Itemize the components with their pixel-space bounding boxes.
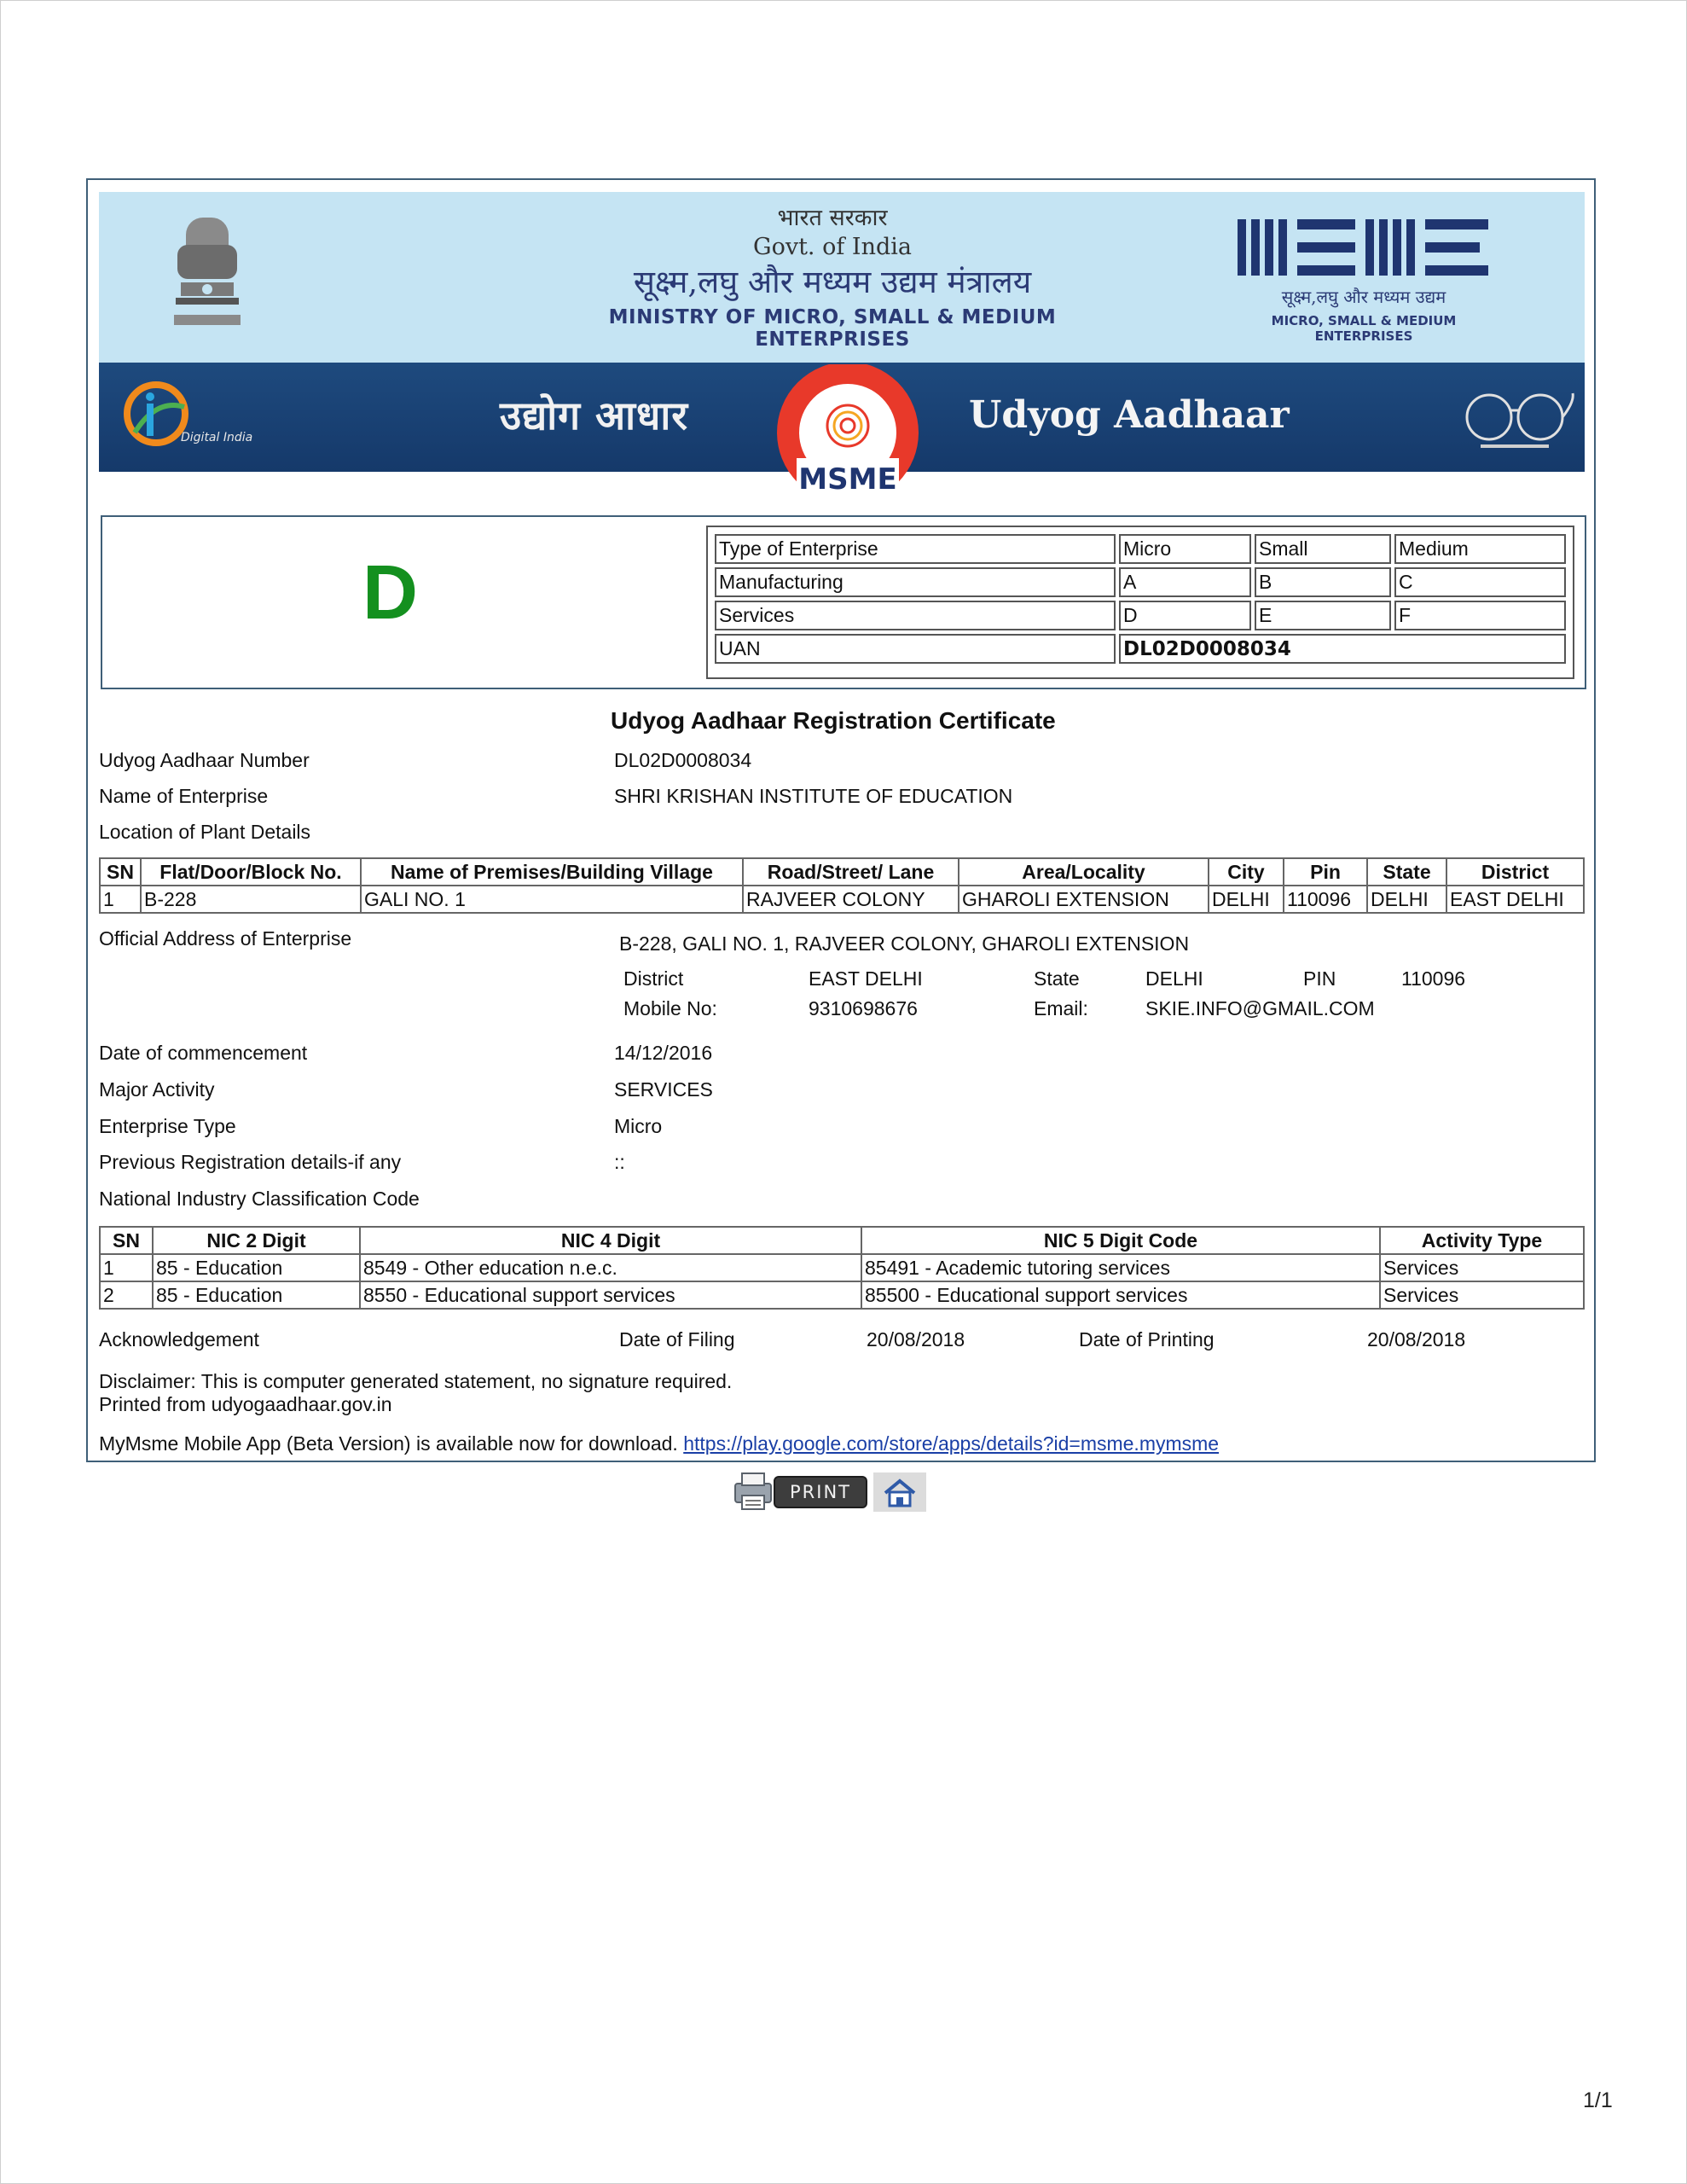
printing-date-label: Date of Printing xyxy=(1079,1328,1215,1350)
msme-english-text: MICRO, SMALL & MEDIUM ENTERPRISES xyxy=(1271,313,1457,344)
nic-code-label: National Industry Classification Code xyxy=(99,1188,420,1210)
swachh-bharat-icon xyxy=(1455,385,1574,453)
type-cell: E xyxy=(1255,601,1391,630)
plant-header-cell: Pin xyxy=(1284,858,1367,886)
nic-header-cell: Activity Type xyxy=(1380,1227,1584,1254)
nic-cell: 8549 - Other education n.e.c. xyxy=(360,1254,861,1281)
table-row xyxy=(100,1254,1584,1281)
nic-cell: 85 - Education xyxy=(153,1281,360,1309)
disclaimer-text: Disclaimer: This is computer generated statement, no signature required. xyxy=(99,1370,733,1392)
district-value: EAST DELHI xyxy=(809,967,923,990)
email-label: Email: xyxy=(1034,997,1088,1019)
udyog-english-title: Udyog Aadhaar xyxy=(969,393,1290,437)
printing-date-value: 20/08/2018 xyxy=(1367,1328,1466,1350)
national-emblem-icon xyxy=(160,211,254,347)
digital-india-text: Digital India xyxy=(181,431,253,444)
commencement-label: Date of commencement xyxy=(99,1042,308,1064)
print-button-label: PRINT xyxy=(790,1482,851,1502)
nic-header-cell: NIC 2 Digit xyxy=(153,1227,360,1254)
aadhaar-number-value: DL02D0008034 xyxy=(614,749,752,771)
uan-value: DL02D0008034 xyxy=(1119,634,1566,664)
seal-msme-text: MSME xyxy=(798,462,897,492)
header-banner xyxy=(99,363,1585,492)
enterprise-type-table xyxy=(711,531,1569,667)
type-header-cell: Type of Enterprise xyxy=(715,534,1116,564)
type-cell: Manufacturing xyxy=(715,567,1116,597)
plant-header-cell: Flat/Door/Block No. xyxy=(141,858,361,886)
plant-header-cell: Area/Locality xyxy=(959,858,1209,886)
plant-cell: EAST DELHI xyxy=(1446,886,1584,913)
nic-header-cell: NIC 5 Digit Code xyxy=(861,1227,1380,1254)
type-cell: B xyxy=(1255,567,1391,597)
type-table-row xyxy=(715,567,1566,597)
plant-table-header-row xyxy=(100,858,1584,886)
certificate-frame xyxy=(86,178,1596,1462)
filing-date-value: 20/08/2018 xyxy=(867,1328,965,1350)
official-address-line: B-228, GALI NO. 1, RAJVEER COLONY, GHAROLI EXTENSION xyxy=(619,932,1190,955)
plant-header-cell: State xyxy=(1367,858,1446,886)
plant-cell: 110096 xyxy=(1284,886,1367,913)
header-top-band xyxy=(99,192,1585,363)
type-table-header-row xyxy=(715,534,1566,564)
mobile-label: Mobile No: xyxy=(623,997,717,1019)
enterprise-category-box xyxy=(101,515,1586,689)
plant-location-label: Location of Plant Details xyxy=(99,821,311,843)
type-cell: Services xyxy=(715,601,1116,630)
plant-cell: DELHI xyxy=(1367,886,1446,913)
plant-cell: GHAROLI EXTENSION xyxy=(959,886,1209,913)
printed-from-text: Printed from udyogaadhaar.gov.in xyxy=(99,1393,392,1415)
table-row xyxy=(100,1281,1584,1309)
mobile-app-note xyxy=(99,1432,1219,1455)
government-title-block xyxy=(542,204,1122,351)
gov-english-text: Govt. of India xyxy=(753,234,912,260)
plant-header-cell: Road/Street/ Lane xyxy=(743,858,959,886)
type-cell: F xyxy=(1394,601,1566,630)
plant-header-cell: City xyxy=(1209,858,1284,886)
nic-cell: 2 xyxy=(100,1281,153,1309)
msme-hindi-text: सूक्ष्म,लघु और मध्यम उद्यम xyxy=(1281,287,1446,307)
category-letter: D xyxy=(362,550,418,636)
enterprise-type-table-frame xyxy=(706,526,1574,679)
ministry-hindi-text: सूक्ष्म,लघु और मध्यम उद्यम मंत्रालय xyxy=(633,264,1032,300)
play-store-link[interactable]: https://play.google.com/store/apps/details?id=msme.mymsme xyxy=(683,1432,1220,1455)
nic-cell: 1 xyxy=(100,1254,153,1281)
type-cell: A xyxy=(1119,567,1251,597)
nic-cell: 85491 - Academic tutoring services xyxy=(861,1254,1380,1281)
page-number: 1/1 xyxy=(1583,2088,1613,2112)
pin-label: PIN xyxy=(1303,967,1336,990)
district-label: District xyxy=(623,967,684,990)
type-header-cell: Micro xyxy=(1119,534,1251,564)
plant-cell: RAJVEER COLONY xyxy=(743,886,959,913)
previous-registration-label: Previous Registration details-if any xyxy=(99,1151,402,1173)
previous-registration-value: :: xyxy=(614,1151,625,1173)
type-cell: D xyxy=(1119,601,1251,630)
major-activity-value: SERVICES xyxy=(614,1078,713,1101)
table-row xyxy=(100,886,1584,913)
plant-cell: DELHI xyxy=(1209,886,1284,913)
plant-cell: GALI NO. 1 xyxy=(361,886,743,913)
print-button[interactable] xyxy=(733,1470,870,1513)
nic-header-cell: SN xyxy=(100,1227,153,1254)
state-value: DELHI xyxy=(1145,967,1203,990)
enterprise-name-label: Name of Enterprise xyxy=(99,785,269,807)
plant-header-cell: Name of Premises/Building Village xyxy=(361,858,743,886)
ministry-english-text: MINISTRY OF MICRO, SMALL & MEDIUM ENTERPRISES xyxy=(608,306,1057,351)
commencement-value: 14/12/2016 xyxy=(614,1042,713,1064)
nic-header-cell: NIC 4 Digit xyxy=(360,1227,861,1254)
enterprise-name-value: SHRI KRISHAN INSTITUTE OF EDUCATION xyxy=(614,785,1013,807)
msme-logo-icon xyxy=(1236,218,1492,277)
udyog-aadhaar-seal-icon xyxy=(762,364,933,492)
print-toolbar xyxy=(733,1470,930,1513)
nic-cell: 85500 - Educational support services xyxy=(861,1281,1380,1309)
gov-hindi-text: भारत सरकार xyxy=(777,205,888,231)
plant-cell: B-228 xyxy=(141,886,361,913)
home-icon[interactable] xyxy=(873,1472,926,1512)
email-value: SKIE.INFO@GMAIL.COM xyxy=(1145,997,1375,1019)
plant-header-cell: District xyxy=(1446,858,1584,886)
plant-location-table xyxy=(99,857,1585,914)
mobile-value: 9310698676 xyxy=(809,997,918,1019)
type-header-cell: Medium xyxy=(1394,534,1566,564)
official-address-label: Official Address of Enterprise xyxy=(99,927,352,950)
uan-label: UAN xyxy=(715,634,1116,664)
type-cell: C xyxy=(1394,567,1566,597)
type-table-row xyxy=(715,601,1566,630)
udyog-hindi-title: उद्योग आधार xyxy=(500,392,689,439)
type-header-cell: Small xyxy=(1255,534,1391,564)
certificate-title: Udyog Aadhaar Registration Certificate xyxy=(611,707,1056,734)
plant-header-cell: SN xyxy=(100,858,141,886)
acknowledgement-label: Acknowledgement xyxy=(99,1328,259,1350)
nic-cell: Services xyxy=(1380,1254,1584,1281)
nic-cell: Services xyxy=(1380,1281,1584,1309)
state-label: State xyxy=(1034,967,1080,990)
msme-logo xyxy=(1223,218,1504,354)
uan-row xyxy=(715,634,1566,664)
enterprise-type-label: Enterprise Type xyxy=(99,1115,236,1137)
nic-cell: 8550 - Educational support services xyxy=(360,1281,861,1309)
mobile-app-text: MyMsme Mobile App (Beta Version) is available now for download. xyxy=(99,1432,678,1455)
pin-value: 110096 xyxy=(1401,967,1466,990)
nic-code-table xyxy=(99,1226,1585,1310)
nic-cell: 85 - Education xyxy=(153,1254,360,1281)
major-activity-label: Major Activity xyxy=(99,1078,215,1101)
digital-india-logo-icon xyxy=(118,373,263,458)
aadhaar-number-label: Udyog Aadhaar Number xyxy=(99,749,310,771)
filing-date-label: Date of Filing xyxy=(619,1328,735,1350)
enterprise-type-value: Micro xyxy=(614,1115,663,1137)
plant-cell: 1 xyxy=(100,886,141,913)
nic-table-header-row xyxy=(100,1227,1584,1254)
